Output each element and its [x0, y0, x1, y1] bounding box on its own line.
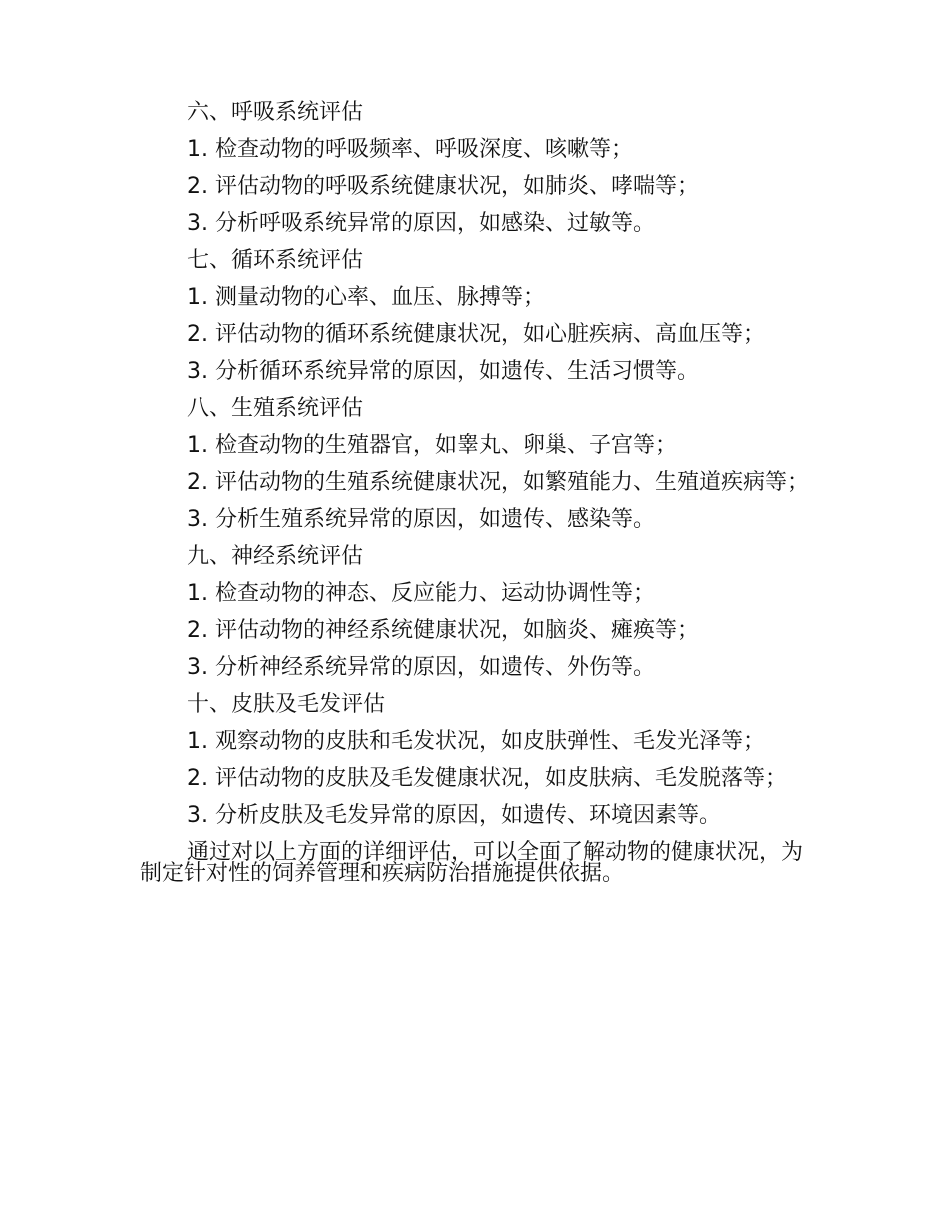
list-item: 2. 评估动物的生殖系统健康状况，如繁殖能力、生殖道疾病等； — [187, 470, 809, 495]
list-item: 2. 评估动物的呼吸系统健康状况，如肺炎、哮喘等； — [187, 174, 699, 199]
list-item: 3. 分析呼吸系统异常的原因，如感染、过敏等。 — [187, 211, 655, 236]
list-item: 2. 评估动物的皮肤及毛发健康状况，如皮肤病、毛发脱落等； — [187, 766, 787, 791]
list-item: 3. 分析皮肤及毛发异常的原因，如遗传、环境因素等。 — [187, 803, 721, 828]
list-item: 3. 分析循环系统异常的原因，如遗传、生活习惯等。 — [187, 359, 699, 384]
section-heading-reproductive: 八、生殖系统评估 — [187, 396, 364, 421]
list-item: 1. 观察动物的皮肤和毛发状况，如皮肤弹性、毛发光泽等； — [187, 729, 765, 754]
section-heading-circulatory: 七、循环系统评估 — [187, 248, 364, 273]
document-body — [140, 102, 815, 900]
list-item: 1. 检查动物的生殖器官，如睾丸、卵巢、子宫等； — [187, 433, 677, 458]
list-item: 1. 检查动物的呼吸频率、呼吸深度、咳嗽等； — [187, 137, 633, 162]
list-item: 1. 检查动物的神态、反应能力、运动协调性等； — [187, 581, 655, 606]
conclusion-paragraph: 通过对以上方面的详细评估，可以全面了解动物的健康状况，为制定针对性的饲养管理和疾病防治措施提供依据。 — [140, 840, 804, 886]
section-heading-skin-hair: 十、皮肤及毛发评估 — [187, 692, 386, 717]
list-item: 2. 评估动物的神经系统健康状况，如脑炎、瘫痪等； — [187, 618, 699, 643]
list-item: 3. 分析生殖系统异常的原因，如遗传、感染等。 — [187, 507, 655, 532]
list-item: 1. 测量动物的心率、血压、脉搏等； — [187, 285, 545, 310]
section-heading-nervous: 九、神经系统评估 — [187, 544, 364, 569]
list-item: 3. 分析神经系统异常的原因，如遗传、外伤等。 — [187, 655, 655, 680]
section-heading-respiratory: 六、呼吸系统评估 — [187, 100, 364, 125]
list-item: 2. 评估动物的循环系统健康状况，如心脏疾病、高血压等； — [187, 322, 765, 347]
